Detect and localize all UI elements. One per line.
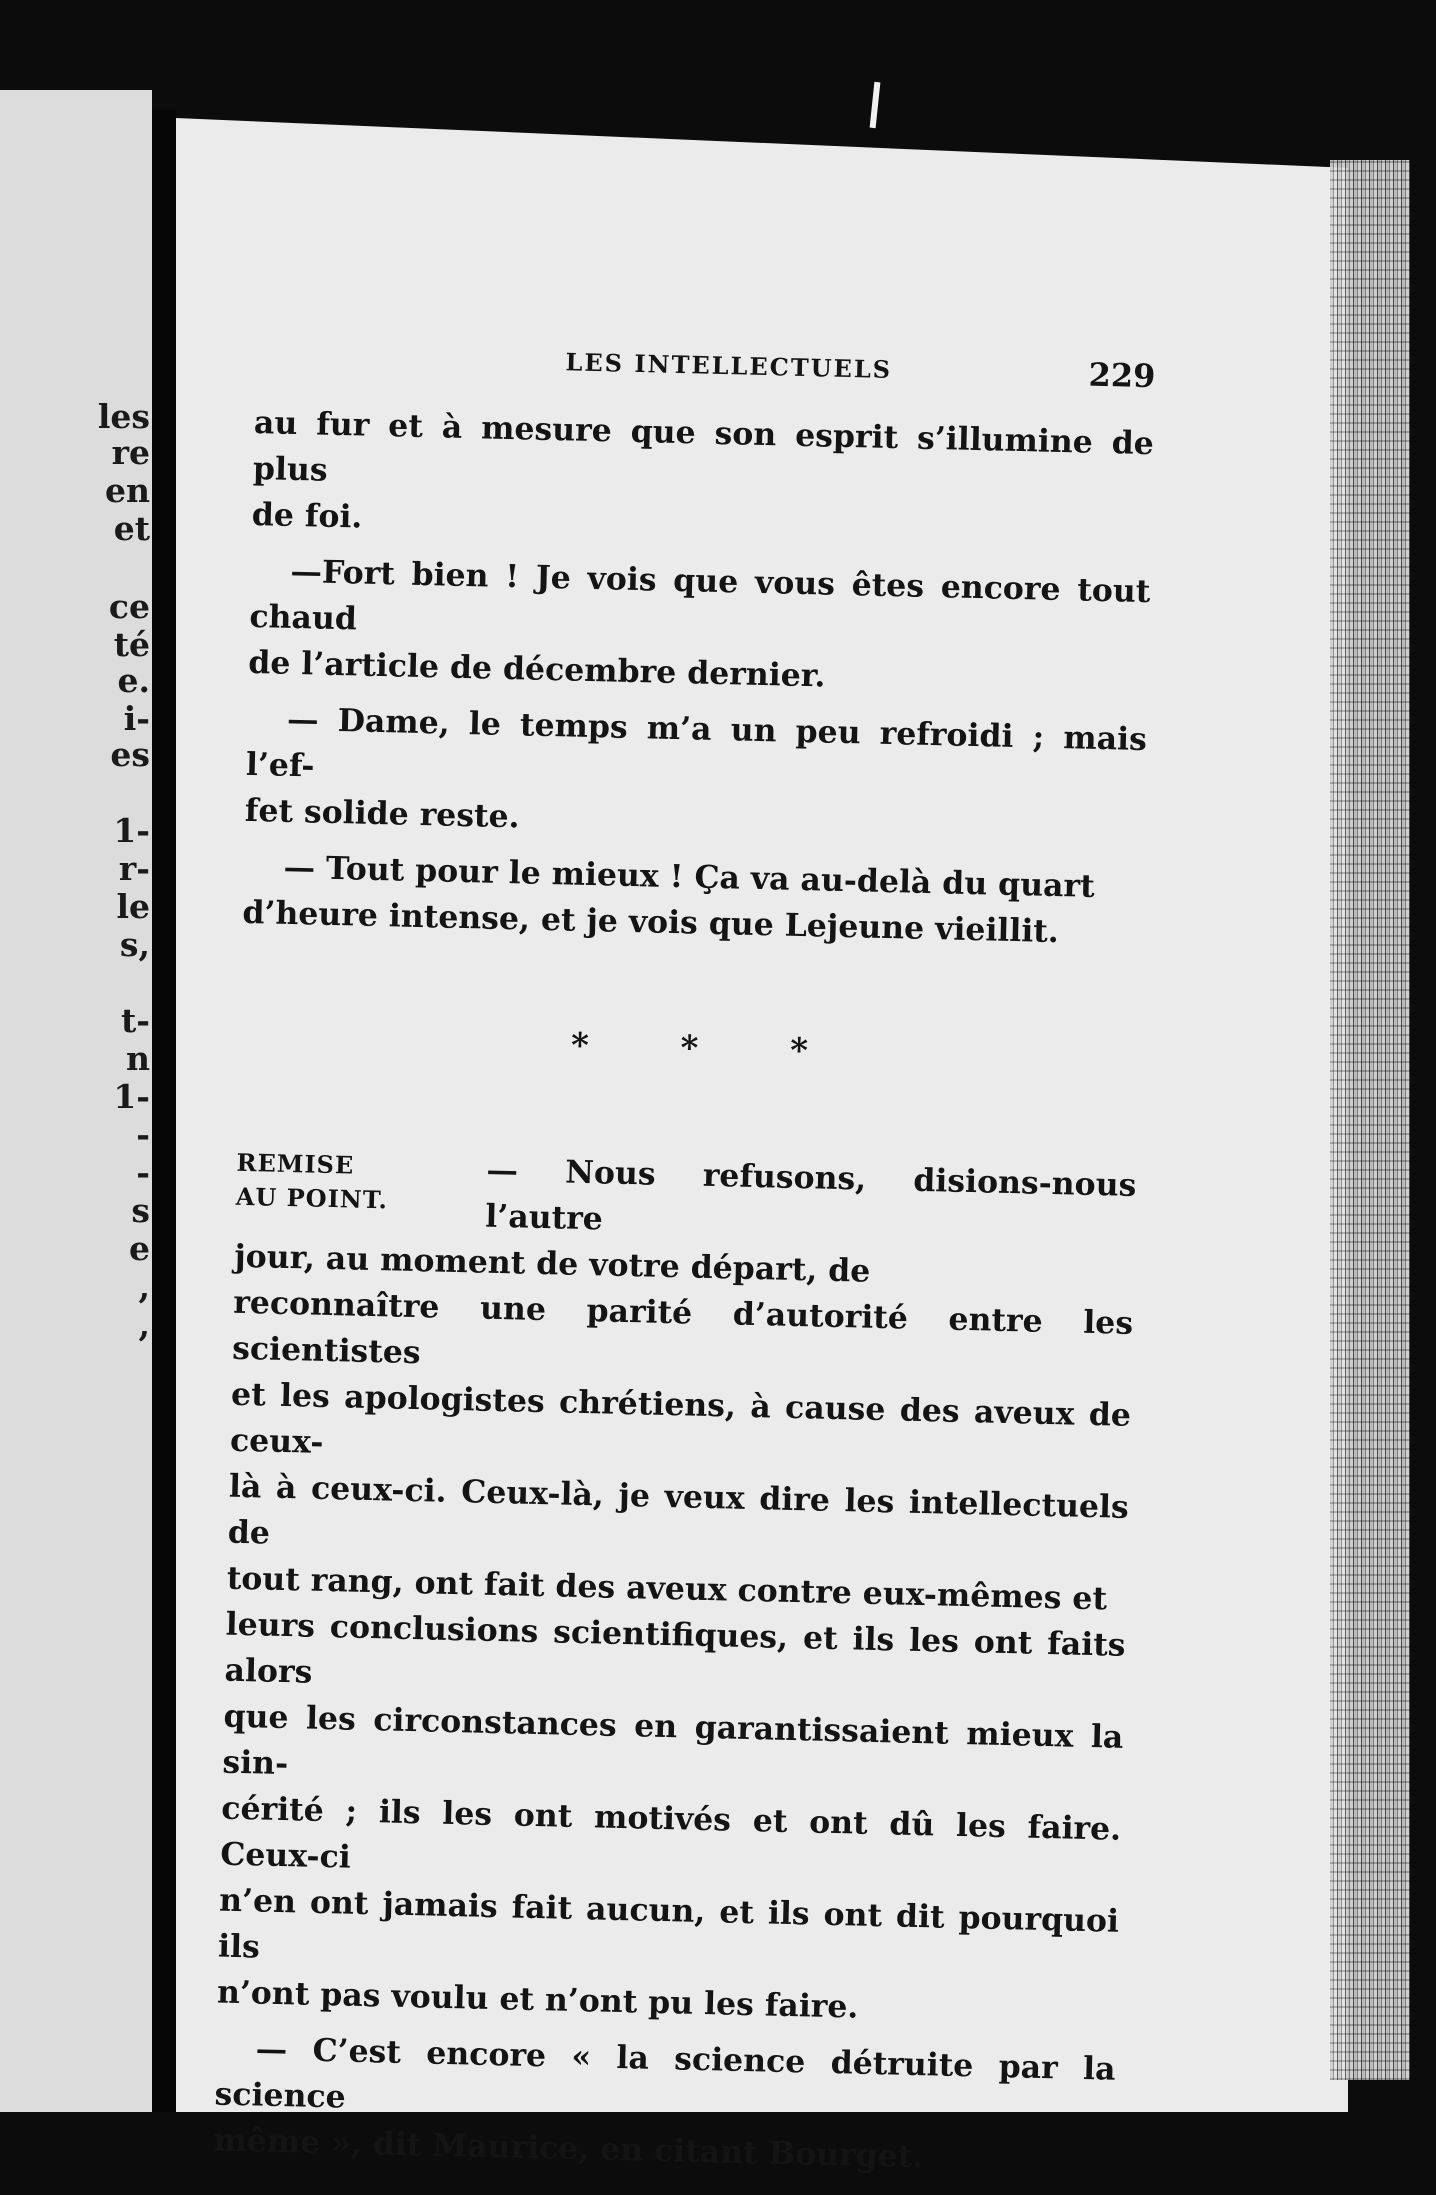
paragraph (251, 400, 1154, 559)
facing-text-fragment: n (126, 1039, 150, 1078)
facing-text-fragment: , (138, 1305, 150, 1344)
book-gutter (152, 110, 176, 2112)
facing-text-fragment: - (136, 1115, 150, 1154)
facing-text-fragment: s (131, 1191, 150, 1230)
text-line: d’heure intense, et je vois que Lejeune vieillit. (242, 893, 1060, 951)
text-line: n’ont pas voulu et n’ont pu les faire. (216, 1973, 859, 2026)
text-line: —Fort bien ! Je vois que vous êtes encore tout chaud (249, 552, 1151, 638)
paragraph (242, 844, 1144, 957)
facing-text-fragment: s, (119, 925, 150, 964)
running-head: LES INTELLECTUELS (565, 347, 893, 384)
facing-text-fragment: i- (123, 699, 150, 738)
facing-text-fragment: - (136, 1153, 150, 1192)
text-line: et les apologistes chrétiens, à cause des aveux de ceux- (229, 1375, 1132, 1461)
scan-mark (870, 82, 881, 128)
text-line: là à ceux-ci. Ceux-là, je veux dire les intellectuels de (227, 1467, 1130, 1552)
facing-text-fragment: e. (117, 661, 150, 700)
facing-text-fragment: r- (118, 849, 150, 888)
page-number: 229 (1088, 355, 1156, 396)
facing-text-fragment: t- (121, 1001, 150, 1040)
facing-text-fragment: té (113, 625, 150, 664)
text-line: — C’est encore « la science détruite par la science (214, 2030, 1116, 2116)
facing-text-fragment: , (138, 1267, 150, 1306)
text-line: de foi. (251, 495, 363, 536)
text-line: leurs conclusions scientifiques, et ils les ont faits alors (224, 1605, 1126, 1691)
facing-text-fragment: es (110, 735, 150, 774)
text-line: reconnaître une parité d’autorité entre les scientistes (231, 1283, 1134, 1372)
page-edge-stack (1330, 160, 1410, 2080)
facing-page-left (0, 90, 152, 2112)
paragraph (248, 548, 1151, 707)
paragraph (244, 696, 1147, 855)
facing-text-fragment: le (116, 887, 150, 926)
text-line: cérité ; ils les ont motivés et ont dû les faire. Ceux-ci (219, 1789, 1122, 1876)
text-line: fet solide reste. (244, 791, 521, 836)
facing-text-fragment: les (97, 397, 150, 436)
facing-text-fragment: 1- (113, 1077, 150, 1116)
facing-text-fragment: ce (108, 587, 150, 626)
paragraph (213, 2026, 1116, 2185)
text-line: n’en ont jamais fait aucun, et ils ont dit pourquoi ils (217, 1881, 1120, 1966)
text-line: — Dame, le temps m’a un peu refroidi ; mais l’ef- (245, 700, 1148, 785)
margin-note (235, 1146, 447, 1219)
text-line: jour, au moment de votre départ, de (233, 1237, 871, 1290)
text-line: — Tout pour le mieux ! Ça va au-delà du quart (283, 848, 1096, 905)
margin-note-line: AU POINT. (235, 1181, 389, 1215)
text-line: au fur et à mesure que son esprit s’illumine de plus (252, 403, 1155, 489)
page-content (213, 340, 1156, 2195)
text-line: même », dit Maurice, en citant Bourget. (213, 2121, 924, 2176)
text-line: de l’article de décembre dernier. (247, 643, 826, 695)
facing-text-fragment: et (113, 509, 150, 548)
section-paragraph (217, 1142, 1137, 2037)
facing-text-fragment: e (129, 1229, 150, 1268)
facing-text-fragment: 1- (113, 811, 150, 850)
margin-note-line: REMISE (236, 1147, 355, 1180)
section-ornament: * * * (570, 1025, 849, 1073)
text-line: tout rang, ont fait des aveux contre eux-mêmes et (226, 1559, 1108, 1618)
text-line: — Nous refusons, disions-nous l’autre (484, 1151, 1137, 1238)
facing-text-fragment: re (111, 433, 150, 472)
text-line: que les circonstances en garantissaient mieux la sin- (222, 1697, 1124, 1783)
facing-text-fragment: en (105, 471, 150, 510)
